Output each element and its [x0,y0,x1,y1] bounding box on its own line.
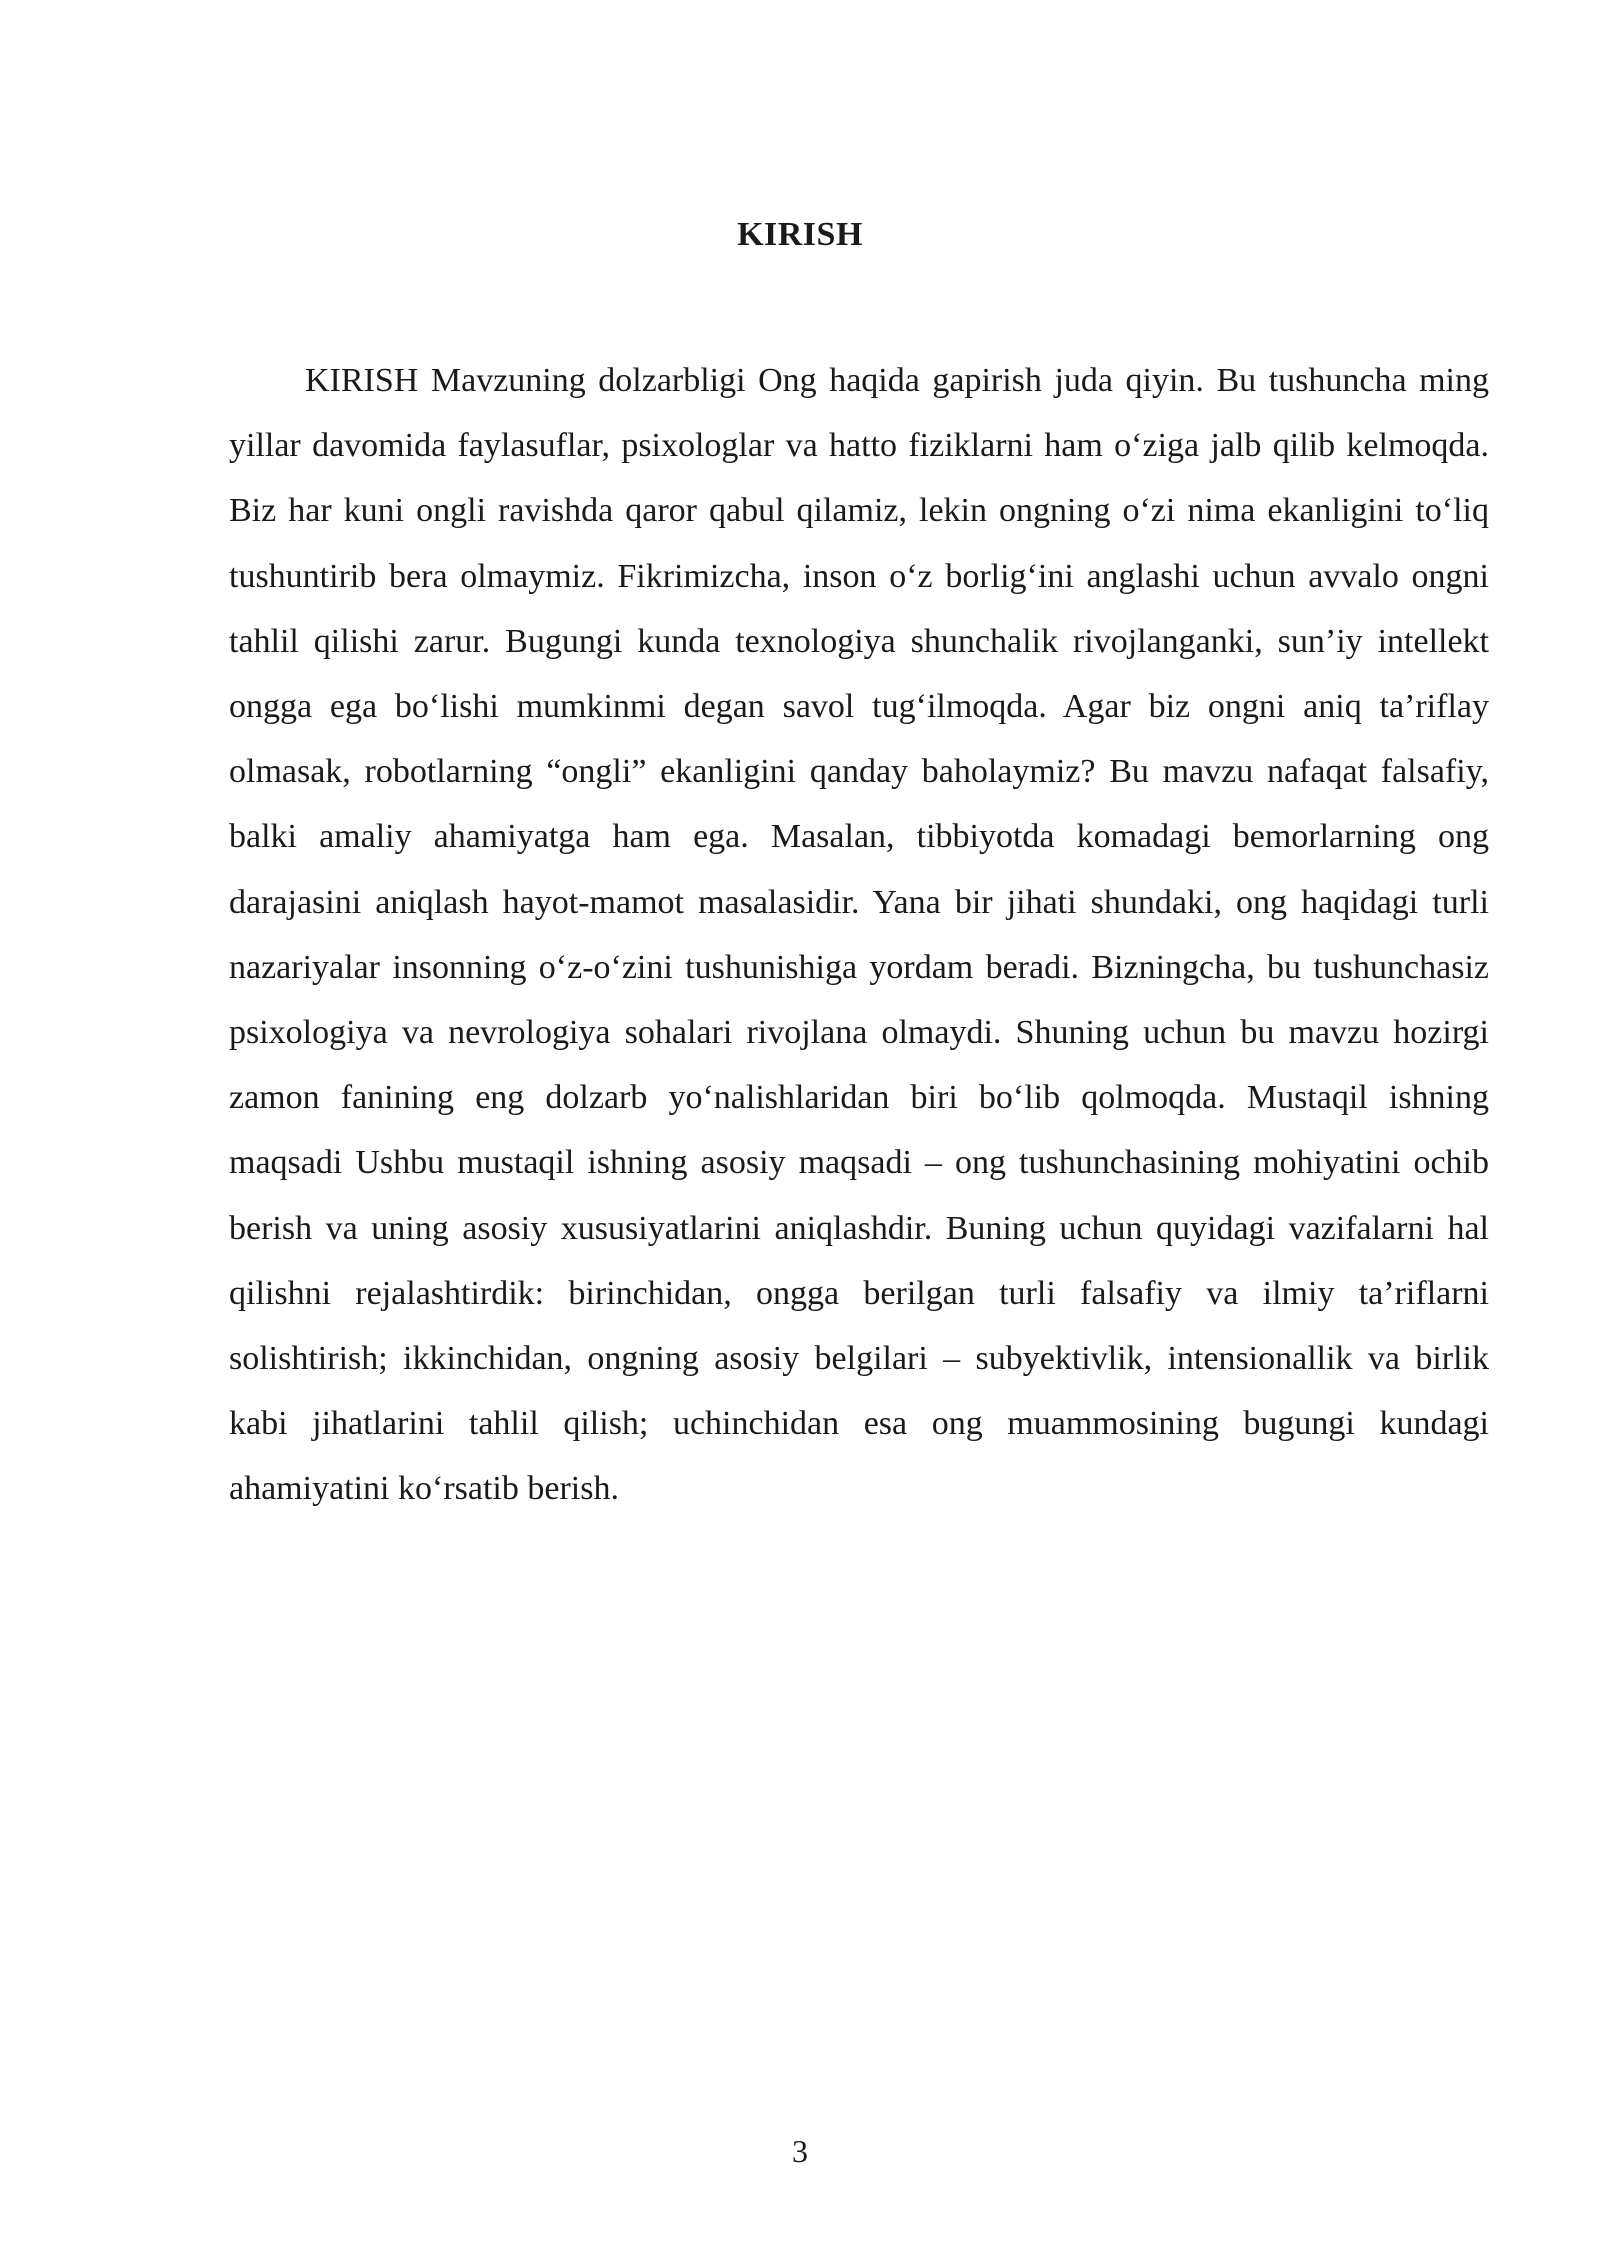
section-heading: KIRISH [737,216,863,253]
page-number: 3 [792,2133,808,2169]
body-paragraph: KIRISH Mavzuning dolzarbligi Ong haqida gapirish juda qiyin. Bu tushuncha ming yillar davomida faylasuflar, psixologlar va hatto fiziklarni ham o‘ziga jalb qilib kelmoqda. Biz har kuni ongli ravishda qaror qabul qilamiz, lekin ongning o‘zi nima ekanligini to‘liq tushuntirib bera olmaymiz. Fikrimizcha, inson o‘z borlig‘ini anglashi uchun avvalo ongni tahlil qilishi zarur. Bugungi kunda texnologiya shunchalik rivojlanganki, sun’iy intellekt ongga ega bo‘lishi mumkinmi degan savol tug‘ilmoqda. Agar biz ongni aniq ta’riflay olmasak, robotlarning “ongli” ekanligini qanday baholaymiz? Bu mavzu nafaqat falsafiy, balki amaliy ahamiyatga ham ega. Masalan, tibbiyotda komadagi bemorlarning ong darajasini aniqlash hayot-mamot masalasidir. Yana bir jihati shundaki, ong haqidagi turli nazariyalar insonning o‘z-o‘zini tushunishiga yordam beradi. Bizningcha, bu tushunchasiz psixologiya va nevrologiya sohalari rivojlana olmaydi. Shuning uchun bu mavzu hozirgi zamon fanining eng dolzarb yo‘nalishlaridan biri bo‘lib qolmoqda. Mustaqil ishning maqsadi Ushbu mustaqil ishning asosiy maqsadi – ong tushunchasining mohiyatini ochib berish va uning asosiy xususiyatlarini aniqlashdir. Buning uchun quyidagi vazifalarni hal qilishni rejalashtirdik: birinchidan, ongga berilgan turli falsafiy va ilmiy ta’riflarni solishtirish; ikkinchidan, ongning asosiy belgilari – subyektivlik, intensionallik va birlik kabi jihatlarini tahlil qilish; uchinchidan esa ong muammosining bugungi kundagi ahamiyatini ko‘rsatib berish. [229,362,1489,1508]
